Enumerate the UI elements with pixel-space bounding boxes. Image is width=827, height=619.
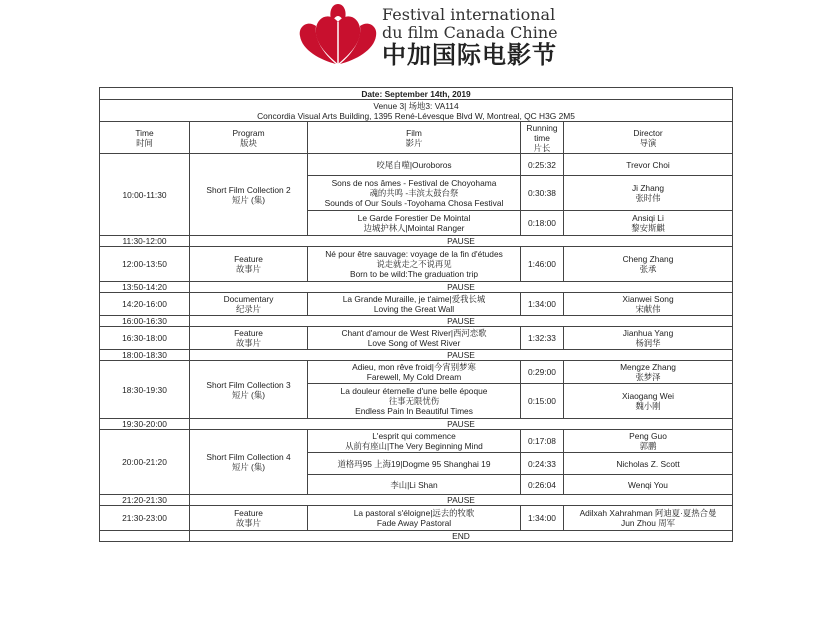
pause-text: PAUSE [447, 282, 475, 292]
runtime-cell [521, 506, 564, 531]
break-time-text: 13:50-14:20 [122, 282, 167, 292]
cell-line: 短片 (集) [231, 389, 266, 400]
film-cell [308, 247, 521, 282]
cell-line: 版块 [240, 137, 257, 148]
pause-cell [190, 419, 733, 430]
film-cell [308, 176, 521, 211]
pause-text: PAUSE [447, 350, 475, 360]
venue-text: Venue 3| 场地3: VA114 [373, 100, 459, 111]
cell-line: Feature [234, 508, 263, 518]
film-row [100, 154, 733, 176]
cell-line: Né pour être sauvage: voyage de la fin d'études [325, 249, 503, 259]
column-header-program [190, 122, 308, 154]
cell-line: Program [232, 127, 265, 138]
runtime-text: 1:34:00 [528, 299, 556, 309]
pause-row [100, 495, 733, 506]
break-time-cell [100, 316, 190, 327]
cell-line: Born to be wild:The graduation trip [349, 269, 479, 279]
runtime-cell [521, 384, 564, 419]
cell-line: Director [633, 127, 663, 138]
break-time-text: 19:30-20:00 [122, 419, 167, 429]
pause-cell [190, 282, 733, 293]
cell-line: L'esprit qui commence [372, 431, 456, 441]
cell-line: 故事片 [235, 338, 262, 348]
runtime-text: 0:24:33 [528, 458, 556, 469]
film-cell [308, 430, 521, 453]
runtime-text: 1:32:33 [528, 333, 556, 343]
break-time-text: 16:00-16:30 [122, 316, 167, 326]
program-cell [190, 293, 308, 316]
time-cell [100, 506, 190, 531]
film-row [100, 293, 733, 316]
runtime-cell [521, 293, 564, 316]
program-cell [190, 430, 308, 495]
break-time-text: 21:20-21:30 [122, 495, 167, 505]
cell-line: Running [526, 122, 558, 133]
cell-line: 张承 [639, 264, 657, 274]
cell-line: 边城护林人|Mointal Ranger [363, 223, 465, 233]
cell-line: Ji Zhang [631, 183, 665, 193]
cell-line: 张时伟 [635, 193, 661, 203]
cell-line: Trevor Choi [626, 159, 670, 170]
cell-line: Ansiqi Li [632, 213, 664, 223]
director-cell [564, 247, 733, 282]
cell-line: 短片 (集) [231, 462, 266, 472]
cell-line: 故事片 [235, 264, 262, 274]
cell-line: Farewell, My Cold Dream [366, 372, 462, 382]
cell-line: Chant d'amour de West River|西河恋歌 [341, 328, 487, 338]
time-text: 10:00-11:30 [122, 189, 167, 200]
column-header-time [100, 122, 190, 154]
time-text: 14:20-16:00 [122, 299, 167, 309]
cell-line: Jun Zhou 周军 [621, 518, 675, 528]
cell-line: Xianwei Song [622, 294, 674, 304]
break-time-cell [100, 531, 190, 542]
flower-petals-logo-icon [296, 2, 380, 70]
cell-line: Nicholas Z. Scott [616, 458, 680, 469]
break-time-cell [100, 350, 190, 361]
end-cell [190, 531, 733, 542]
break-time-text: 11:30-12:00 [122, 236, 167, 246]
runtime-text: 0:25:32 [528, 159, 556, 170]
cell-line: Endless Pain In Beautiful Times [355, 406, 473, 416]
cell-line: Adieu, mon rêve froid|今宵别梦寒 [352, 362, 476, 372]
time-cell [100, 293, 190, 316]
film-cell [308, 293, 521, 316]
cell-line: Sounds of Our Souls -Toyohama Chosa Festival [324, 198, 504, 208]
time-text: 21:30-23:00 [122, 513, 167, 523]
runtime-text: 0:30:38 [528, 188, 556, 198]
break-time-text: 18:00-18:30 [122, 350, 167, 360]
cell-line: Love Song of West River [367, 338, 461, 348]
film-row [100, 430, 733, 453]
cell-line: Documentary [223, 294, 274, 304]
cell-line: 魂的共鸣 -丰滨太鼓台祭 [369, 188, 459, 198]
cell-line: time [534, 132, 550, 143]
film-cell [308, 506, 521, 531]
column-header-director [564, 122, 733, 154]
program-cell [190, 361, 308, 419]
cell-line: Short Film Collection 3 [206, 379, 291, 390]
cell-line: 咬尾自噬|Ouroboros [376, 159, 452, 170]
address-text: Concordia Visual Arts Building, 1395 René-Lévesque Blvd W, Montreal, QC H3G 2M5 [257, 110, 575, 121]
cell-line: 李山|Li Shan [390, 479, 438, 490]
pause-cell [190, 495, 733, 506]
pause-row [100, 282, 733, 293]
cell-line: 魏小刚 [635, 401, 661, 411]
film-cell [308, 475, 521, 495]
cell-line: Feature [234, 328, 263, 338]
cell-line: 纪录片 [235, 304, 262, 314]
break-time-cell [100, 419, 190, 430]
runtime-cell [521, 211, 564, 236]
film-cell [308, 327, 521, 350]
cell-line: Fade Away Pastoral [376, 518, 452, 528]
pause-text: PAUSE [447, 495, 475, 505]
program-cell [190, 247, 308, 282]
time-cell [100, 154, 190, 236]
time-cell [100, 247, 190, 282]
director-cell [564, 154, 733, 176]
runtime-text: 1:34:00 [528, 513, 556, 523]
time-cell [100, 327, 190, 350]
end-row [100, 531, 733, 542]
program-cell [190, 506, 308, 531]
director-cell [564, 475, 733, 495]
cell-line: 从前有座山|The Very Beginning Mind [345, 441, 483, 451]
date-row [100, 88, 733, 100]
cell-line: Mengze Zhang [620, 362, 676, 372]
cell-line: Adilxah Xahrahman 阿迪夏·夏热合曼 [579, 508, 717, 518]
pause-text: PAUSE [447, 236, 475, 246]
director-cell [564, 453, 733, 475]
cell-line: 导演 [639, 137, 657, 148]
schedule-body [100, 88, 733, 542]
runtime-text: 0:18:00 [528, 218, 556, 228]
schedule-table [99, 87, 733, 542]
runtime-text: 0:26:04 [528, 479, 556, 490]
cell-line: 张梦泽 [635, 372, 661, 382]
cell-line: 黎安斯麒 [631, 223, 665, 233]
break-time-cell [100, 495, 190, 506]
cell-line: 故事片 [235, 518, 262, 528]
cell-line: Cheng Zhang [622, 254, 674, 264]
program-cell [190, 327, 308, 350]
time-cell [100, 361, 190, 419]
director-cell [564, 211, 733, 236]
runtime-cell [521, 154, 564, 176]
film-cell [308, 154, 521, 176]
runtime-cell [521, 176, 564, 211]
cell-line: Peng Guo [629, 431, 667, 441]
logo-line-2: du film Canada Chine [382, 23, 558, 42]
cell-line: 宋献伟 [635, 304, 661, 314]
cell-line: 郭鹏 [639, 441, 657, 451]
end-text: END [452, 531, 470, 541]
cell-line: Time [135, 127, 154, 138]
runtime-text: 1:46:00 [528, 259, 556, 269]
director-cell [564, 361, 733, 384]
date-cell [100, 88, 733, 100]
program-cell [190, 154, 308, 236]
cell-line: La pastoral s'éloigne|远去的牧歌 [353, 508, 475, 518]
pause-row [100, 350, 733, 361]
pause-cell [190, 350, 733, 361]
time-text: 16:30-18:00 [122, 333, 167, 343]
film-cell [308, 211, 521, 236]
cell-line: 短片 (集) [231, 194, 266, 205]
festival-logo [296, 2, 558, 70]
break-time-cell [100, 282, 190, 293]
director-cell [564, 327, 733, 350]
cell-line: 影片 [405, 137, 423, 148]
break-time-cell [100, 236, 190, 247]
runtime-cell [521, 453, 564, 475]
cell-line: Wenqi You [628, 479, 668, 490]
time-text: 12:00-13:50 [122, 259, 167, 269]
cell-line: Loving the Great Wall [373, 304, 455, 314]
director-cell [564, 430, 733, 453]
time-text: 20:00-21:20 [122, 457, 167, 467]
pause-cell [190, 236, 733, 247]
cell-line: Feature [234, 254, 263, 264]
column-header-row [100, 122, 733, 154]
runtime-text: 0:29:00 [528, 367, 556, 377]
pause-text: PAUSE [447, 419, 475, 429]
cell-line: Short Film Collection 2 [206, 184, 291, 195]
cell-line: 道格玛95 上海19|Dogme 95 Shanghai 19 [337, 458, 491, 469]
pause-text: PAUSE [447, 316, 475, 326]
column-header-film [308, 122, 521, 154]
cell-line: 时间 [136, 137, 153, 148]
director-cell [564, 293, 733, 316]
runtime-cell [521, 475, 564, 495]
cell-line: La Grande Muraille, je t'aime|爱我长城 [342, 294, 486, 304]
venue-row [100, 100, 733, 122]
cell-line: Film [406, 127, 422, 138]
pause-row [100, 316, 733, 327]
director-cell [564, 384, 733, 419]
film-row [100, 361, 733, 384]
runtime-cell [521, 327, 564, 350]
time-cell [100, 430, 190, 495]
film-row [100, 247, 733, 282]
column-header-runtime [521, 122, 564, 154]
cell-line: Xiaogang Wei [622, 391, 674, 401]
cell-line: Jianhua Yang [622, 328, 674, 338]
pause-row [100, 419, 733, 430]
runtime-text: 0:17:08 [528, 436, 556, 446]
cell-line: Le Garde Forestier De Mointal [357, 213, 471, 223]
cell-line: La douleur éternelle d'une belle époque [340, 386, 488, 396]
logo-line-3: 中加国际电影节 [382, 41, 557, 69]
director-cell [564, 506, 733, 531]
cell-line: 杨润华 [635, 338, 661, 348]
pause-row [100, 236, 733, 247]
film-cell [308, 453, 521, 475]
runtime-cell [521, 247, 564, 282]
cell-line: 说走就走之不说再见 [376, 259, 452, 269]
director-cell [564, 176, 733, 211]
film-cell [308, 361, 521, 384]
runtime-text: 0:15:00 [528, 396, 556, 406]
runtime-cell [521, 430, 564, 453]
film-row [100, 506, 733, 531]
cell-line: 往事无限忧伤 [388, 396, 440, 406]
film-cell [308, 384, 521, 419]
logo-line-1: Festival international [382, 5, 556, 24]
venue-cell [100, 100, 733, 122]
runtime-cell [521, 361, 564, 384]
cell-line: Sons de nos âmes - Festival de Choyohama [331, 178, 497, 188]
film-row [100, 327, 733, 350]
time-text: 18:30-19:30 [122, 384, 167, 395]
cell-line: Short Film Collection 4 [206, 452, 291, 462]
date-text: Date: September 14th, 2019 [361, 88, 471, 99]
cell-line: 片长 [533, 142, 551, 153]
pause-cell [190, 316, 733, 327]
